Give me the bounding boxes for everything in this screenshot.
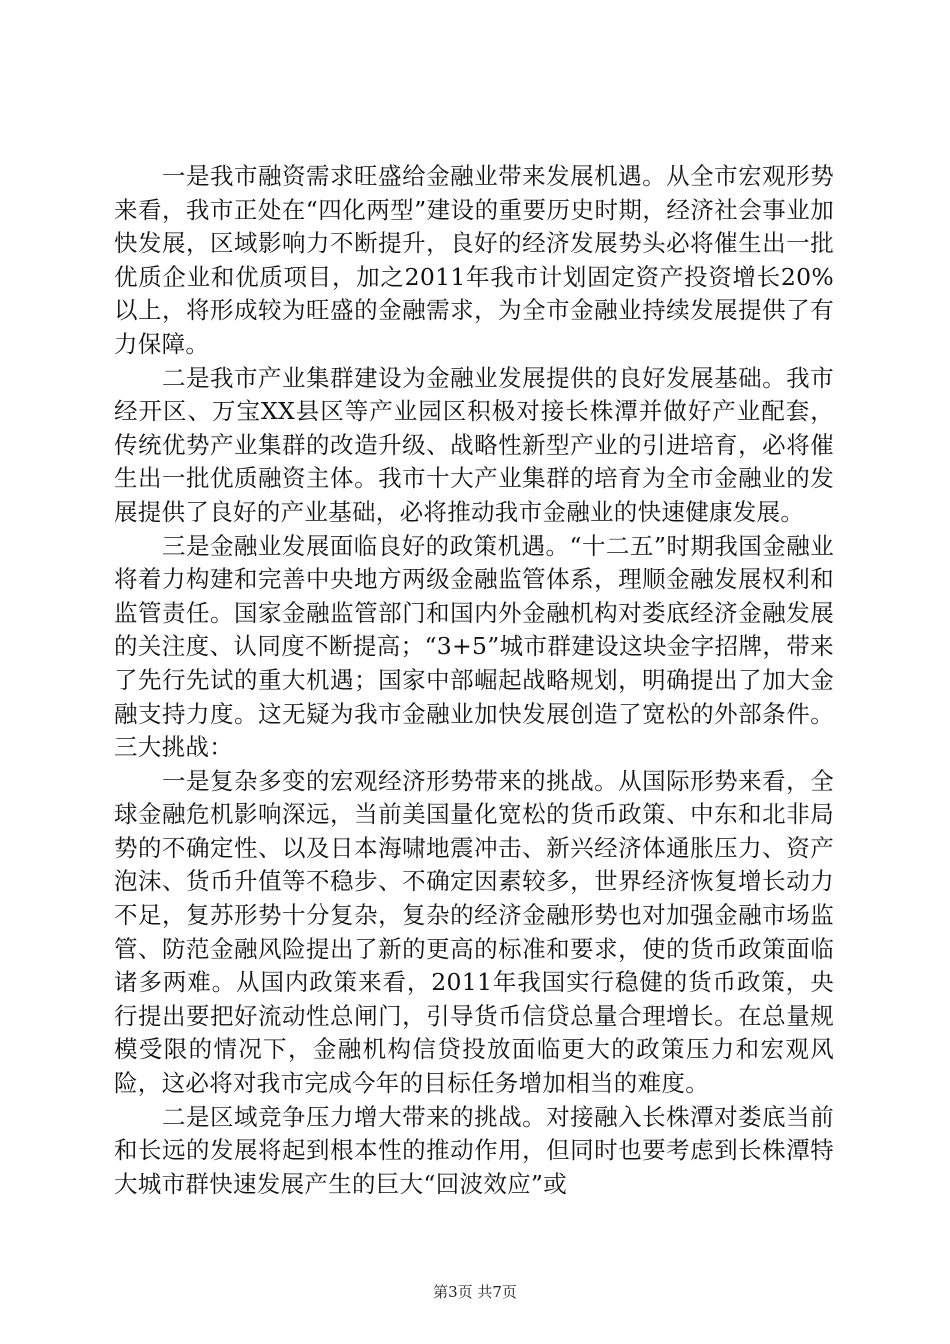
page-footer: 第3页 共7页 xyxy=(433,1283,517,1301)
paragraph-2: 二是我市产业集群建设为金融业发展提供的良好发展基础。我市经开区、万宝XX县区等产业园区积极对接长株潭并做好产业配套，传统优势产业集群的改造升级、战略性新型产业的引进培育，必将催生出一批优质融资主体。我市十大产业集群的培育为全市金融业的发展提供了良好的产业基础，必将推动我市金融业的快速健康发展。 xyxy=(114,363,834,526)
paragraph-3: 三是金融业发展面临良好的政策机遇。“十二五”时期我国金融业将着力构建和完善中央地方两级金融监管体系，理顺金融发展权利和监管责任。国家金融监管部门和国内外金融机构对娄底经济金融发展的关注度、认同度不断提高；“3+5”城市群建设这块金字招牌，带来了先行先试的重大机遇；国家中部崛起战略规划，明确提出了加大金融支持力度。这无疑为我市金融业加快发展创造了宽松的外部条件。三大挑战： xyxy=(114,531,834,762)
paragraph-5: 二是区域竞争压力增大带来的挑战。对接融入长株潭对娄底当前和长远的发展将起到根本性的推动作用，但同时也要考虑到长株潭特大城市群快速发展产生的巨大“回波效应”或 xyxy=(114,1102,834,1198)
paragraph-1: 一是我市融资需求旺盛给金融业带来发展机遇。从全市宏观形势来看，我市正处在“四化两型”建设的重要历史时期，经济社会事业加快发展，区域影响力不断提升，良好的经济发展势头必将催生出一批优质企业和优质项目，加之2011年我市计划固定资产投资增长20%以上，将形成较为旺盛的金融需求，为全市金融业持续发展提供了有力保障。 xyxy=(114,162,834,358)
paragraph-4: 一是复杂多变的宏观经济形势带来的挑战。从国际形势来看，全球金融危机影响深远，当前美国量化宽松的货币政策、中东和北非局势的不确定性、以及日本海啸地震冲击、新兴经济体通胀压力、资产泡沫、货币升值等不稳步、不确定因素较多，世界经济恢复增长动力不足，复苏形势十分复杂，复杂的经济金融形势也对加强金融市场监管、防范金融风险提出了新的更高的标准和要求，使的货币政策面临诸多两难。从国内政策来看，2011年我国实行稳健的货币政策，央行提出要把好流动性总闸门，引导货币信贷总量合理增长。在总量规模受限的情况下，金融机构信贷投放面临更大的政策压力和宏观风险，这必将对我市完成今年的目标任务增加相当的难度。 xyxy=(114,766,834,1098)
document-body xyxy=(114,160,834,1201)
